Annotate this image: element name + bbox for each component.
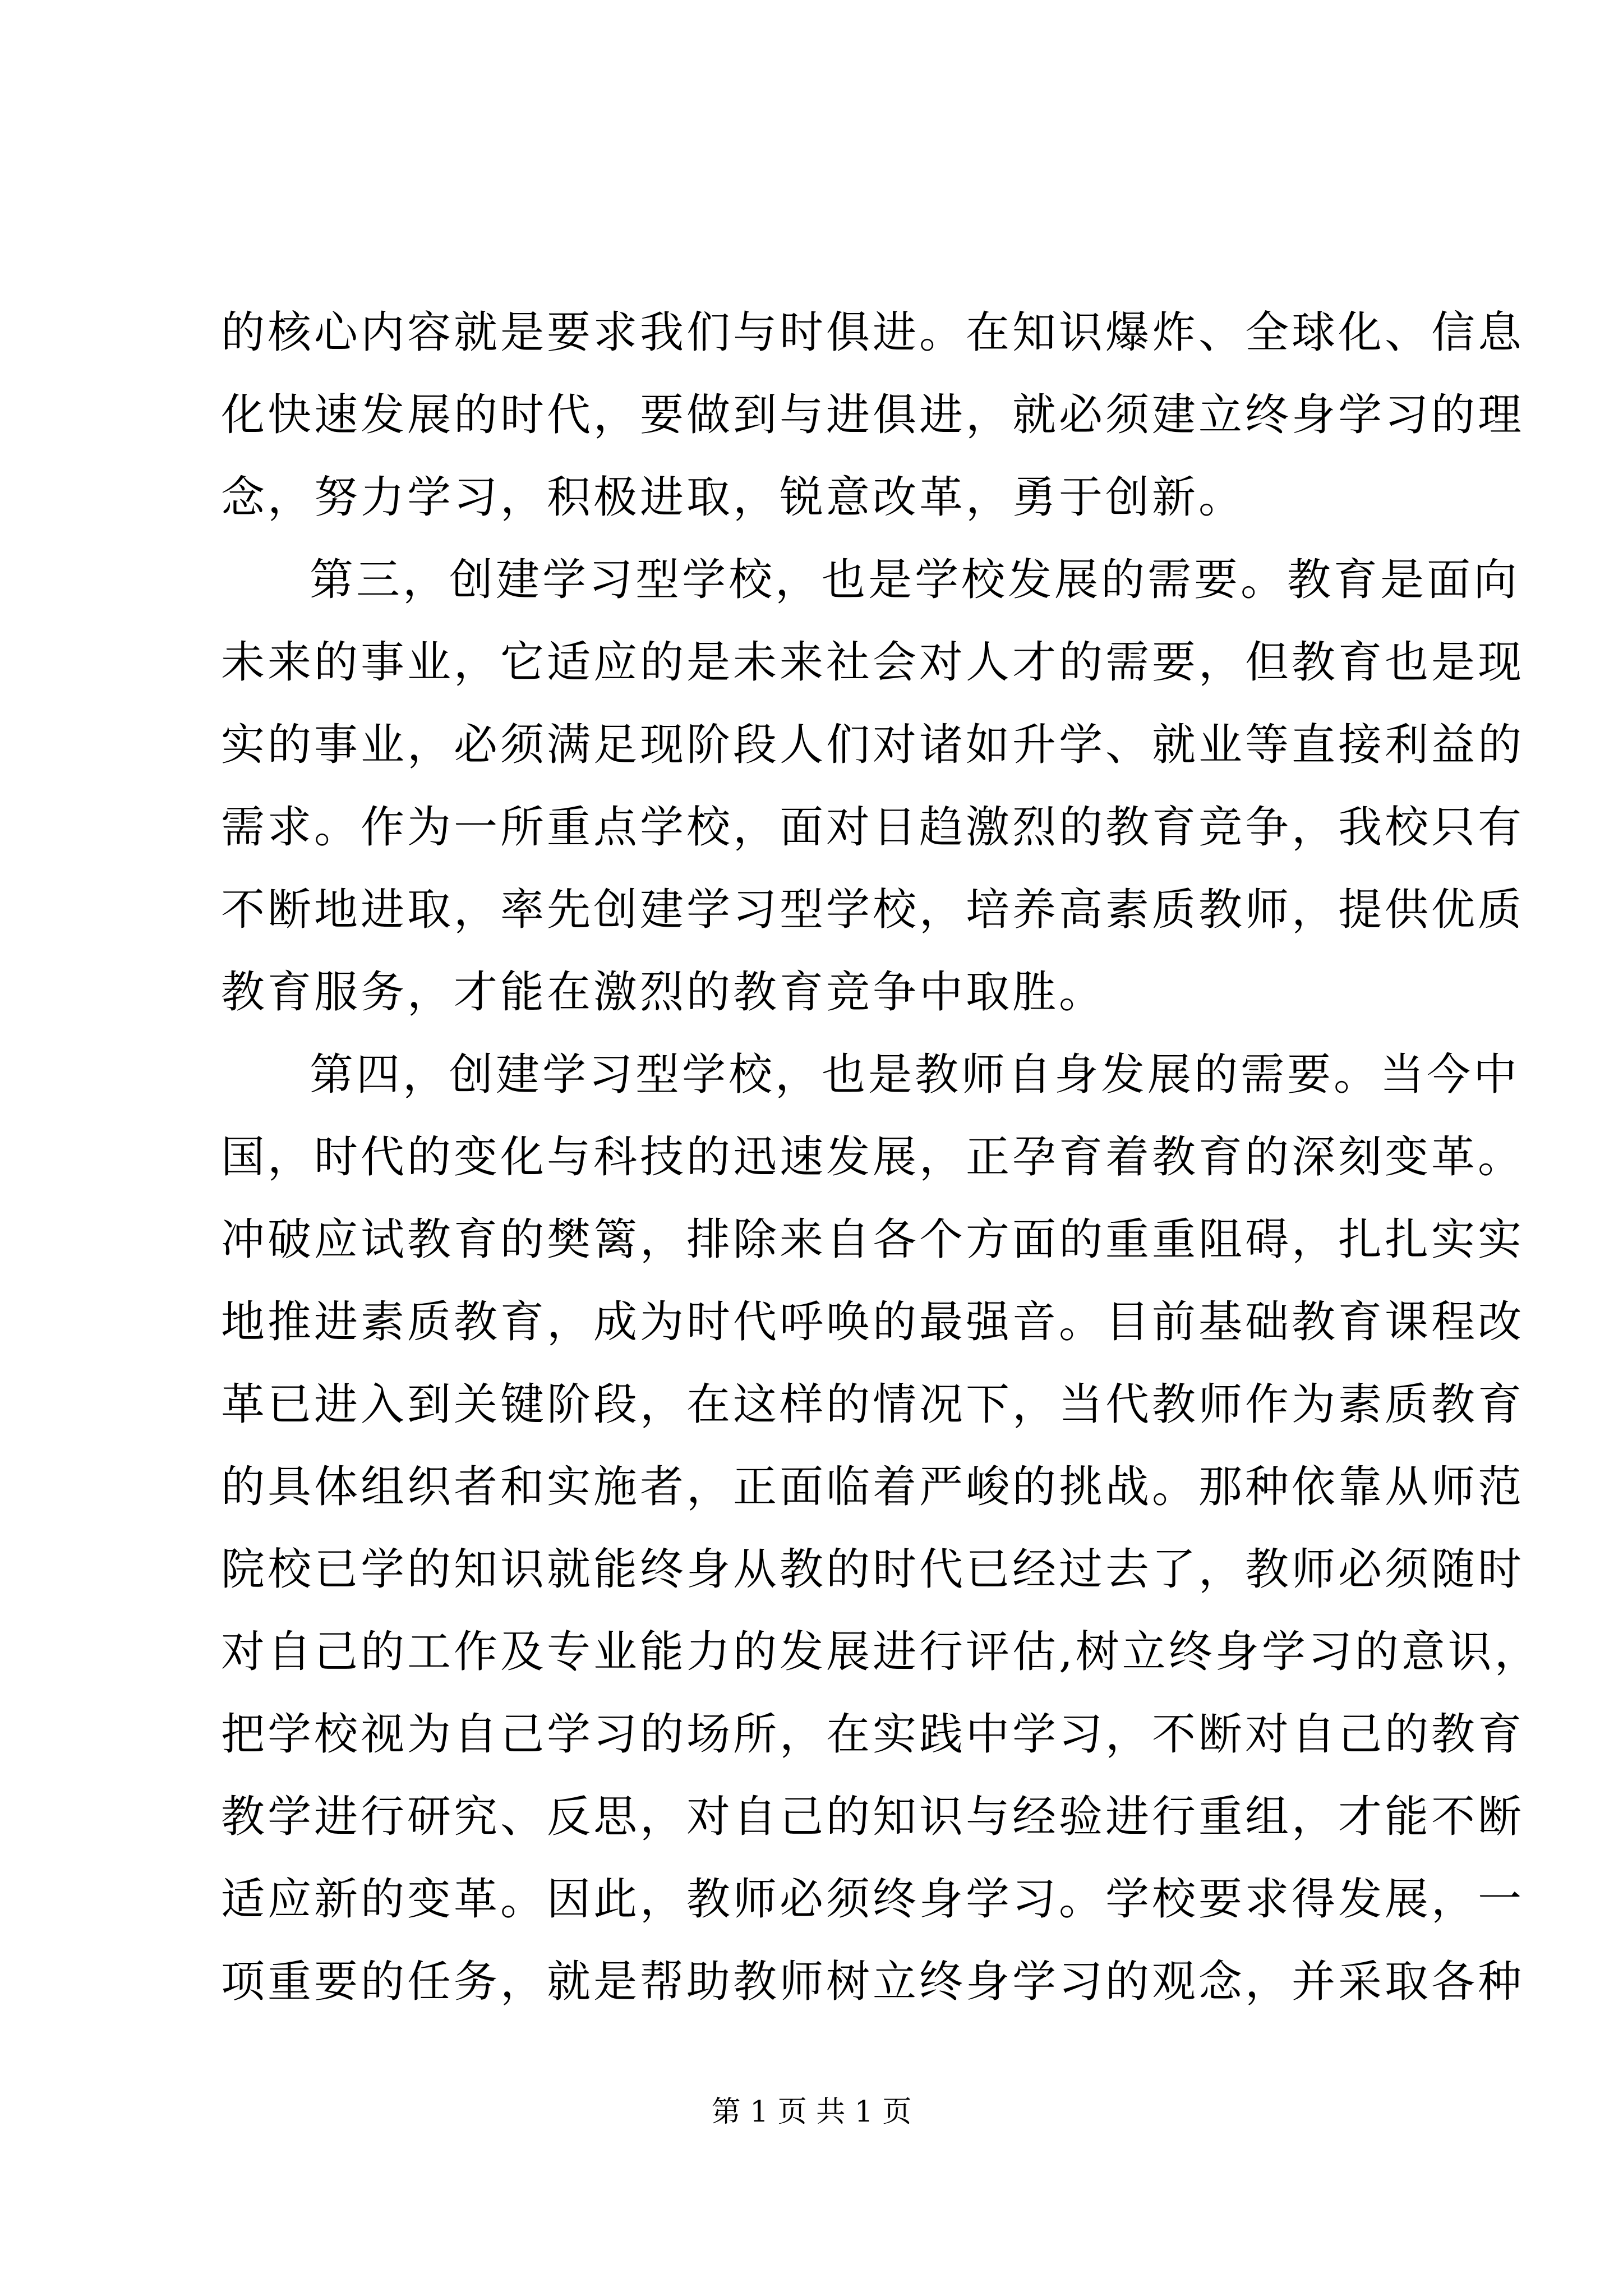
text-line: 不断地进取，率先创建学习型学校，培养高素质教师，提供优质 [221, 885, 1525, 935]
text-line: 的核心内容就是要求我们与时俱进。在知识爆炸、全球化、信息 [221, 307, 1525, 358]
text-line: 项重要的任务，就是帮助教师树立终身学习的观念，并采取各种 [221, 1957, 1525, 2007]
text-line: 冲破应试教育的樊篱，排除来自各个方面的重重阻碍，扎扎实实 [221, 1214, 1525, 1265]
text-line: 未来的事业，它适应的是未来社会对人才的需要，但教育也是现 [221, 637, 1525, 688]
text-line: 把学校视为自己学习的场所，在实践中学习，不断对自己的教育 [221, 1709, 1525, 1760]
page-footer: 第 1 页 共 1 页 [711, 2095, 912, 2129]
text-line: 念，努力学习，积极进取，锐意改革，勇于创新。 [221, 472, 1246, 523]
text-line: 教育服务，才能在激烈的教育竞争中取胜。 [221, 967, 1106, 1018]
paragraph-start-line: 第三，创建学习型学校，也是学校发展的需要。教育是面向 [310, 555, 1520, 605]
text-line: 实的事业，必须满足现阶段人们对诸如升学、就业等直接利益的 [221, 720, 1525, 770]
text-line: 适应新的变革。因此，教师必须终身学习。学校要求得发展，一 [221, 1874, 1525, 1925]
text-line: 需求。作为一所重点学校，面对日趋激烈的教育竞争，我校只有 [221, 802, 1525, 853]
text-line: 的具体组织者和实施者，正面临着严峻的挑战。那种依靠从师范 [221, 1462, 1525, 1512]
text-line: 革已进入到关键阶段，在这样的情况下，当代教师作为素质教育 [221, 1379, 1525, 1430]
text-line: 国，时代的变化与科技的迅速发展，正孕育着教育的深刻变革。 [221, 1132, 1525, 1182]
text-line: 院校已学的知识就能终身从教的时代已经过去了，教师必须随时 [221, 1544, 1525, 1595]
text-line: 教学进行研究、反思，对自己的知识与经验进行重组，才能不断 [221, 1792, 1525, 1842]
text-line: 地推进素质教育，成为时代呼唤的最强音。目前基础教育课程改 [221, 1297, 1525, 1347]
document-body [221, 292, 1541, 2023]
text-line: 对自己的工作及专业能力的发展进行评估,树立终身学习的意识， [221, 1627, 1541, 1677]
text-line: 化快速发展的时代，要做到与进俱进，就必须建立终身学习的理 [221, 390, 1525, 440]
paragraph-start-line: 第四，创建学习型学校，也是教师自身发展的需要。当今中 [310, 1050, 1520, 1100]
